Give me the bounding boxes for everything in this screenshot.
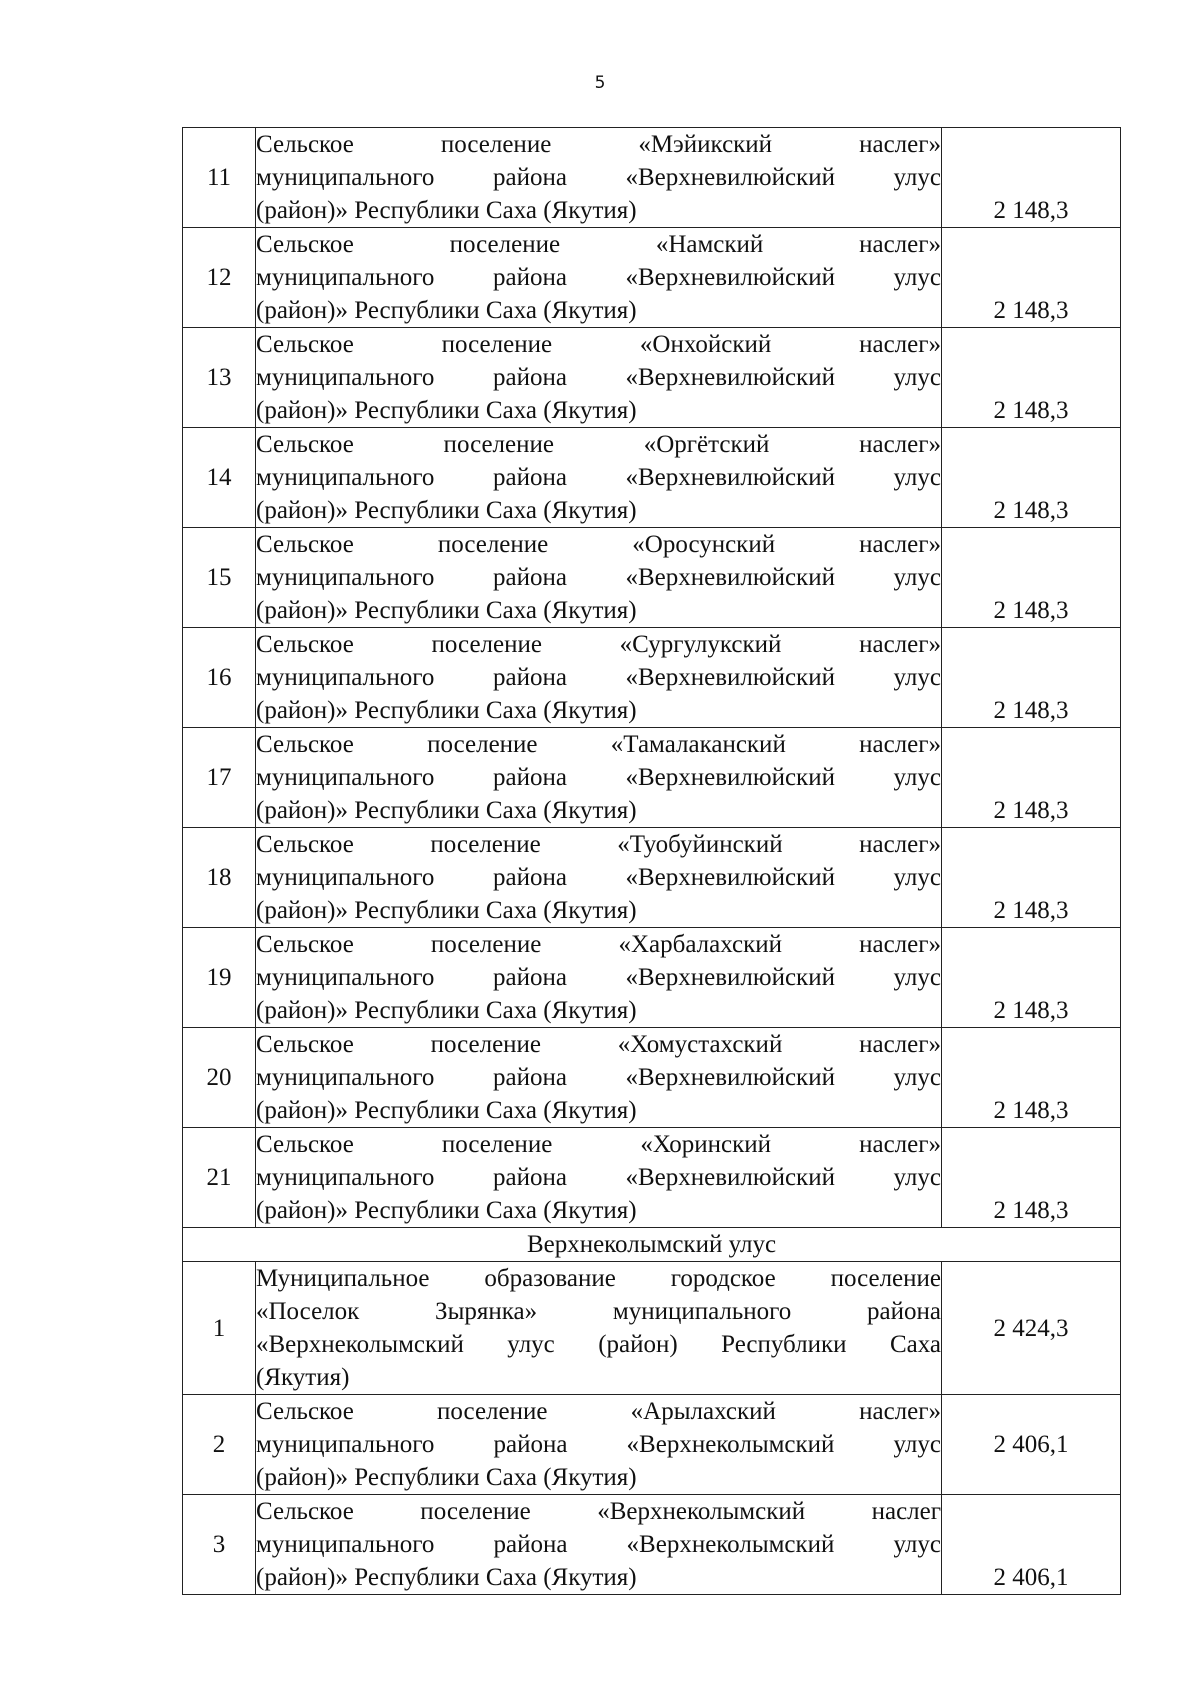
settlement-name-line: Сельское поселение «Арылахский наслег» bbox=[256, 1398, 941, 1425]
allocation-table bbox=[182, 127, 1121, 1595]
settlement-name-line: Сельское поселение «Сургулукский наслег» bbox=[256, 631, 941, 658]
table-row bbox=[183, 1128, 1121, 1228]
settlement-name-line: (район)» Республики Саха (Якутия) bbox=[256, 797, 637, 824]
settlement-name-line: (район)» Республики Саха (Якутия) bbox=[256, 597, 637, 624]
settlement-name bbox=[256, 728, 942, 828]
settlement-name-line: муниципального района «Верхневилюйский улус bbox=[256, 264, 941, 291]
settlement-name bbox=[256, 628, 942, 728]
settlement-name bbox=[256, 1395, 942, 1495]
settlement-name bbox=[256, 328, 942, 428]
settlement-name-line: муниципального района «Верхневилюйский улус bbox=[256, 364, 941, 391]
row-number: 19 bbox=[183, 928, 256, 1028]
settlement-name-line: (район)» Республики Саха (Якутия) bbox=[256, 197, 637, 224]
table-row bbox=[183, 1262, 1121, 1395]
table-row bbox=[183, 1395, 1121, 1495]
settlement-name-line: (район)» Республики Саха (Якутия) bbox=[256, 1464, 637, 1491]
row-number: 15 bbox=[183, 528, 256, 628]
settlement-name-line: (район)» Республики Саха (Якутия) bbox=[256, 697, 637, 724]
settlement-name-line: муниципального района «Верхневилюйский улус bbox=[256, 764, 941, 791]
group-title: Верхнеколымский улус bbox=[183, 1228, 1121, 1262]
settlement-name-line: муниципального района «Верхневилюйский улус bbox=[256, 1164, 941, 1191]
settlement-name-line: муниципального района «Верхневилюйский улус bbox=[256, 964, 941, 991]
table-row bbox=[183, 428, 1121, 528]
settlement-name-line: «Поселок Зырянка» муниципального района bbox=[256, 1298, 941, 1325]
amount-cell: 2 148,3 bbox=[942, 828, 1121, 928]
settlement-name bbox=[256, 1128, 942, 1228]
amount-cell: 2 424,3 bbox=[942, 1262, 1121, 1395]
table-row bbox=[183, 528, 1121, 628]
amount-cell: 2 148,3 bbox=[942, 328, 1121, 428]
table-row bbox=[183, 828, 1121, 928]
settlement-name bbox=[256, 528, 942, 628]
settlement-name-line: Сельское поселение «Оросунский наслег» bbox=[256, 531, 941, 558]
settlement-name-line: (район)» Республики Саха (Якутия) bbox=[256, 1564, 637, 1591]
settlement-name bbox=[256, 128, 942, 228]
amount-cell: 2 148,3 bbox=[942, 128, 1121, 228]
row-number: 18 bbox=[183, 828, 256, 928]
settlement-name-line: (район)» Республики Саха (Якутия) bbox=[256, 897, 637, 924]
settlement-name-line: Сельское поселение «Верхнеколымский наслег bbox=[256, 1498, 941, 1525]
amount-cell: 2 406,1 bbox=[942, 1495, 1121, 1595]
settlement-name-line: муниципального района «Верхневилюйский улус bbox=[256, 1064, 941, 1091]
page-number: 5 bbox=[594, 73, 606, 93]
table-row bbox=[183, 628, 1121, 728]
settlement-name-line: «Верхнеколымский улус (район) Республики Саха bbox=[256, 1331, 941, 1358]
settlement-name-line: муниципального района «Верхневилюйский улус bbox=[256, 464, 941, 491]
settlement-name-line: Сельское поселение «Намский наслег» bbox=[256, 231, 941, 258]
amount-cell: 2 406,1 bbox=[942, 1395, 1121, 1495]
settlement-name-line: Сельское поселение «Тамалаканский наслег» bbox=[256, 731, 941, 758]
table-row bbox=[183, 128, 1121, 228]
settlement-name bbox=[256, 228, 942, 328]
settlement-name bbox=[256, 928, 942, 1028]
row-number: 20 bbox=[183, 1028, 256, 1128]
amount-cell: 2 148,3 bbox=[942, 728, 1121, 828]
settlement-name-line: (район)» Республики Саха (Якутия) bbox=[256, 297, 637, 324]
settlement-name-line: муниципального района «Верхнеколымский улус bbox=[256, 1431, 941, 1458]
settlement-name-line: Сельское поселение «Туобуйинский наслег» bbox=[256, 831, 941, 858]
amount-cell: 2 148,3 bbox=[942, 528, 1121, 628]
settlement-name bbox=[256, 428, 942, 528]
row-number: 13 bbox=[183, 328, 256, 428]
row-number: 14 bbox=[183, 428, 256, 528]
settlement-name-line: Сельское поселение «Мэйикский наслег» bbox=[256, 131, 941, 158]
settlement-name bbox=[256, 1028, 942, 1128]
row-number: 1 bbox=[183, 1262, 256, 1395]
settlement-name-line: Сельское поселение «Онхойский наслег» bbox=[256, 331, 941, 358]
settlement-name-line: Сельское поселение «Хоринский наслег» bbox=[256, 1131, 941, 1158]
settlement-name-line: муниципального района «Верхневилюйский улус bbox=[256, 564, 941, 591]
table-row bbox=[183, 728, 1121, 828]
row-number: 2 bbox=[183, 1395, 256, 1495]
row-number: 17 bbox=[183, 728, 256, 828]
settlement-name-line: (район)» Республики Саха (Якутия) bbox=[256, 1097, 637, 1124]
table-row bbox=[183, 1495, 1121, 1595]
amount-cell: 2 148,3 bbox=[942, 1128, 1121, 1228]
settlement-name-line: (район)» Республики Саха (Якутия) bbox=[256, 397, 637, 424]
settlement-name-line: (район)» Республики Саха (Якутия) bbox=[256, 1197, 637, 1224]
amount-cell: 2 148,3 bbox=[942, 928, 1121, 1028]
amount-cell: 2 148,3 bbox=[942, 1028, 1121, 1128]
settlement-name-line: муниципального района «Верхневилюйский улус bbox=[256, 864, 941, 891]
row-number: 3 bbox=[183, 1495, 256, 1595]
settlement-name-line: (Якутия) bbox=[256, 1364, 350, 1391]
settlement-name bbox=[256, 1495, 942, 1595]
amount-cell: 2 148,3 bbox=[942, 628, 1121, 728]
table-row bbox=[183, 928, 1121, 1028]
amount-cell: 2 148,3 bbox=[942, 228, 1121, 328]
amount-cell: 2 148,3 bbox=[942, 428, 1121, 528]
table-row bbox=[183, 328, 1121, 428]
row-number: 11 bbox=[183, 128, 256, 228]
group-header-row bbox=[183, 1228, 1121, 1262]
row-number: 12 bbox=[183, 228, 256, 328]
settlement-name-line: Сельское поселение «Харбалахский наслег» bbox=[256, 931, 941, 958]
settlement-name-line: муниципального района «Верхневилюйский улус bbox=[256, 664, 941, 691]
settlement-name-line: муниципального района «Верхнеколымский улус bbox=[256, 1531, 941, 1558]
row-number: 21 bbox=[183, 1128, 256, 1228]
settlement-name-line: (район)» Республики Саха (Якутия) bbox=[256, 997, 637, 1024]
settlement-name-line: Муниципальное образование городское поселение bbox=[256, 1265, 941, 1292]
settlement-name-line: муниципального района «Верхневилюйский улус bbox=[256, 164, 941, 191]
settlement-name-line: Сельское поселение «Хомустахский наслег» bbox=[256, 1031, 941, 1058]
settlement-name-line: Сельское поселение «Оргётский наслег» bbox=[256, 431, 941, 458]
settlement-name bbox=[256, 828, 942, 928]
settlement-name bbox=[256, 1262, 942, 1395]
settlement-name-line: (район)» Республики Саха (Якутия) bbox=[256, 497, 637, 524]
table-row bbox=[183, 228, 1121, 328]
table-row bbox=[183, 1028, 1121, 1128]
row-number: 16 bbox=[183, 628, 256, 728]
